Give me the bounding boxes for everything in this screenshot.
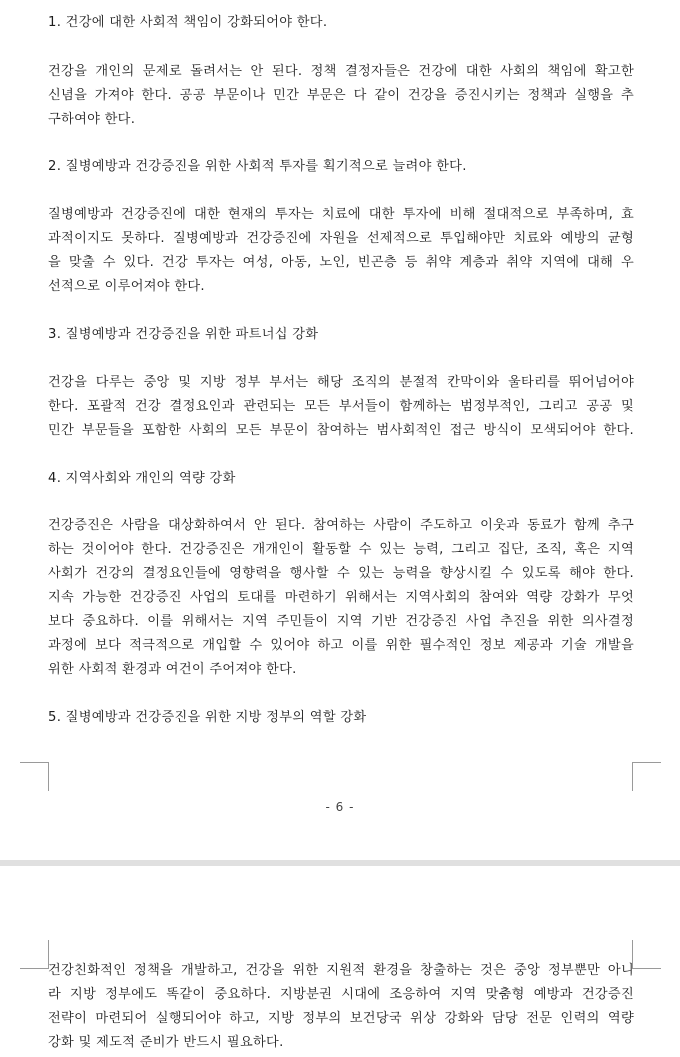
section-1-line-1: 건강을 개인의 문제로 돌려서는 안 된다. 정책 결정자들은 건강에 대한 사회의 책임에 확고한 <box>48 64 634 79</box>
section-5-line-3: 전략이 마련되어 실행되어야 하고, 지방 정부의 보건당국 위상 강화와 담당 전문 인력의 역량 <box>48 1011 634 1026</box>
section-2-line-3: 을 맞출 수 있다. 건강 투자는 여성, 아동, 노인, 빈곤층 등 취약 계층과 취약 지역에 대해 우 <box>48 255 634 270</box>
section-5-line-4: 강화 및 제도적 준비가 반드시 필요하다. <box>48 1035 284 1050</box>
section-4-heading: 4. 지역사회와 개인의 역량 강화 <box>48 471 236 486</box>
section-5-line-2: 라 지방 정부에도 똑같이 중요하다. 지방분권 시대에 조응하여 지역 맞춤형 예방과 건강증진 <box>48 987 634 1002</box>
section-1-line-3: 구하여야 한다. <box>48 112 136 127</box>
section-2-line-2: 과적이지도 못하다. 질병예방과 건강증진에 자원을 선제적으로 투입해야만 치료와 예방의 균형 <box>48 231 634 246</box>
section-3-heading: 3. 질병예방과 건강증진을 위한 파트너십 강화 <box>48 327 319 342</box>
section-4-line-3: 사회가 건강의 결정요인들에 영향력을 행사할 수 있는 능력을 향상시킬 수 있도록 해야 한다. <box>48 566 634 581</box>
section-2-heading: 2. 질병예방과 건강증진을 위한 사회적 투자를 획기적으로 늘려야 한다. <box>48 159 467 174</box>
section-4-line-1: 건강증진은 사람을 대상화하여서 안 된다. 참여하는 사람이 주도하고 이웃과 동료가 함께 추구 <box>48 518 634 533</box>
section-4-line-5: 보다 중요하다. 이를 위해서는 지역 주민들이 지역 기반 건강증진 사업 추진을 위한 의사결정 <box>48 614 634 629</box>
section-2-line-1: 질병예방과 건강증진에 대한 현재의 투자는 치료에 대한 투자에 비해 절대적으로 부족하며, 효 <box>48 207 634 222</box>
section-3-line-2: 한다. 포괄적 건강 결정요인과 관련되는 모든 부서들이 함께하는 범정부적인, 그리고 공공 및 <box>48 399 634 414</box>
section-4-line-7: 위한 사회적 환경과 여건이 주어져야 한다. <box>48 662 297 677</box>
crop-mark-bottom-left <box>20 762 49 791</box>
section-3-line-1: 건강을 다루는 중앙 및 지방 정부 부서는 해당 조직의 분절적 칸막이와 울타리를 뛰어넘어야 <box>48 375 634 390</box>
section-5-heading: 5. 질병예방과 건강증진을 위한 지방 정부의 역할 강화 <box>48 710 367 725</box>
section-5-line-1: 건강친화적인 정책을 개발하고, 건강을 위한 지원적 환경을 창출하는 것은 중앙 정부뿐만 아니 <box>48 963 634 978</box>
document-page-7 <box>0 866 680 1057</box>
section-4-line-6: 과정에 보다 적극적으로 개입할 수 있어야 하고 이를 위한 필수적인 정보 제공과 기술 개발을 <box>48 638 634 653</box>
crop-mark-top-left <box>20 940 49 969</box>
section-4-line-4: 지속 가능한 건강증진 사업의 토대를 마련하기 위해서는 지역사회의 참여와 역량 강화가 무엇 <box>48 590 634 605</box>
section-2-line-4: 선적으로 이루어져야 한다. <box>48 279 205 294</box>
section-1-heading: 1. 건강에 대한 사회적 책임이 강화되어야 한다. <box>48 15 328 30</box>
page-number: - 6 - <box>325 800 355 814</box>
section-3-line-3: 민간 부문들을 포함한 사회의 모든 부문이 참여하는 범사회적인 접근 방식이 모색되어야 한다. <box>48 423 634 438</box>
crop-mark-bottom-right <box>632 762 661 791</box>
section-4-line-2: 하는 것이어야 한다. 건강증진은 개개인이 활동할 수 있는 능력, 그리고 집단, 조직, 혹은 지역 <box>48 542 634 557</box>
crop-mark-top-right <box>632 940 661 969</box>
section-1-line-2: 신념을 가져야 한다. 공공 부문이나 민간 부문은 다 같이 건강을 증진시키는 정책과 실행을 추 <box>48 88 634 103</box>
